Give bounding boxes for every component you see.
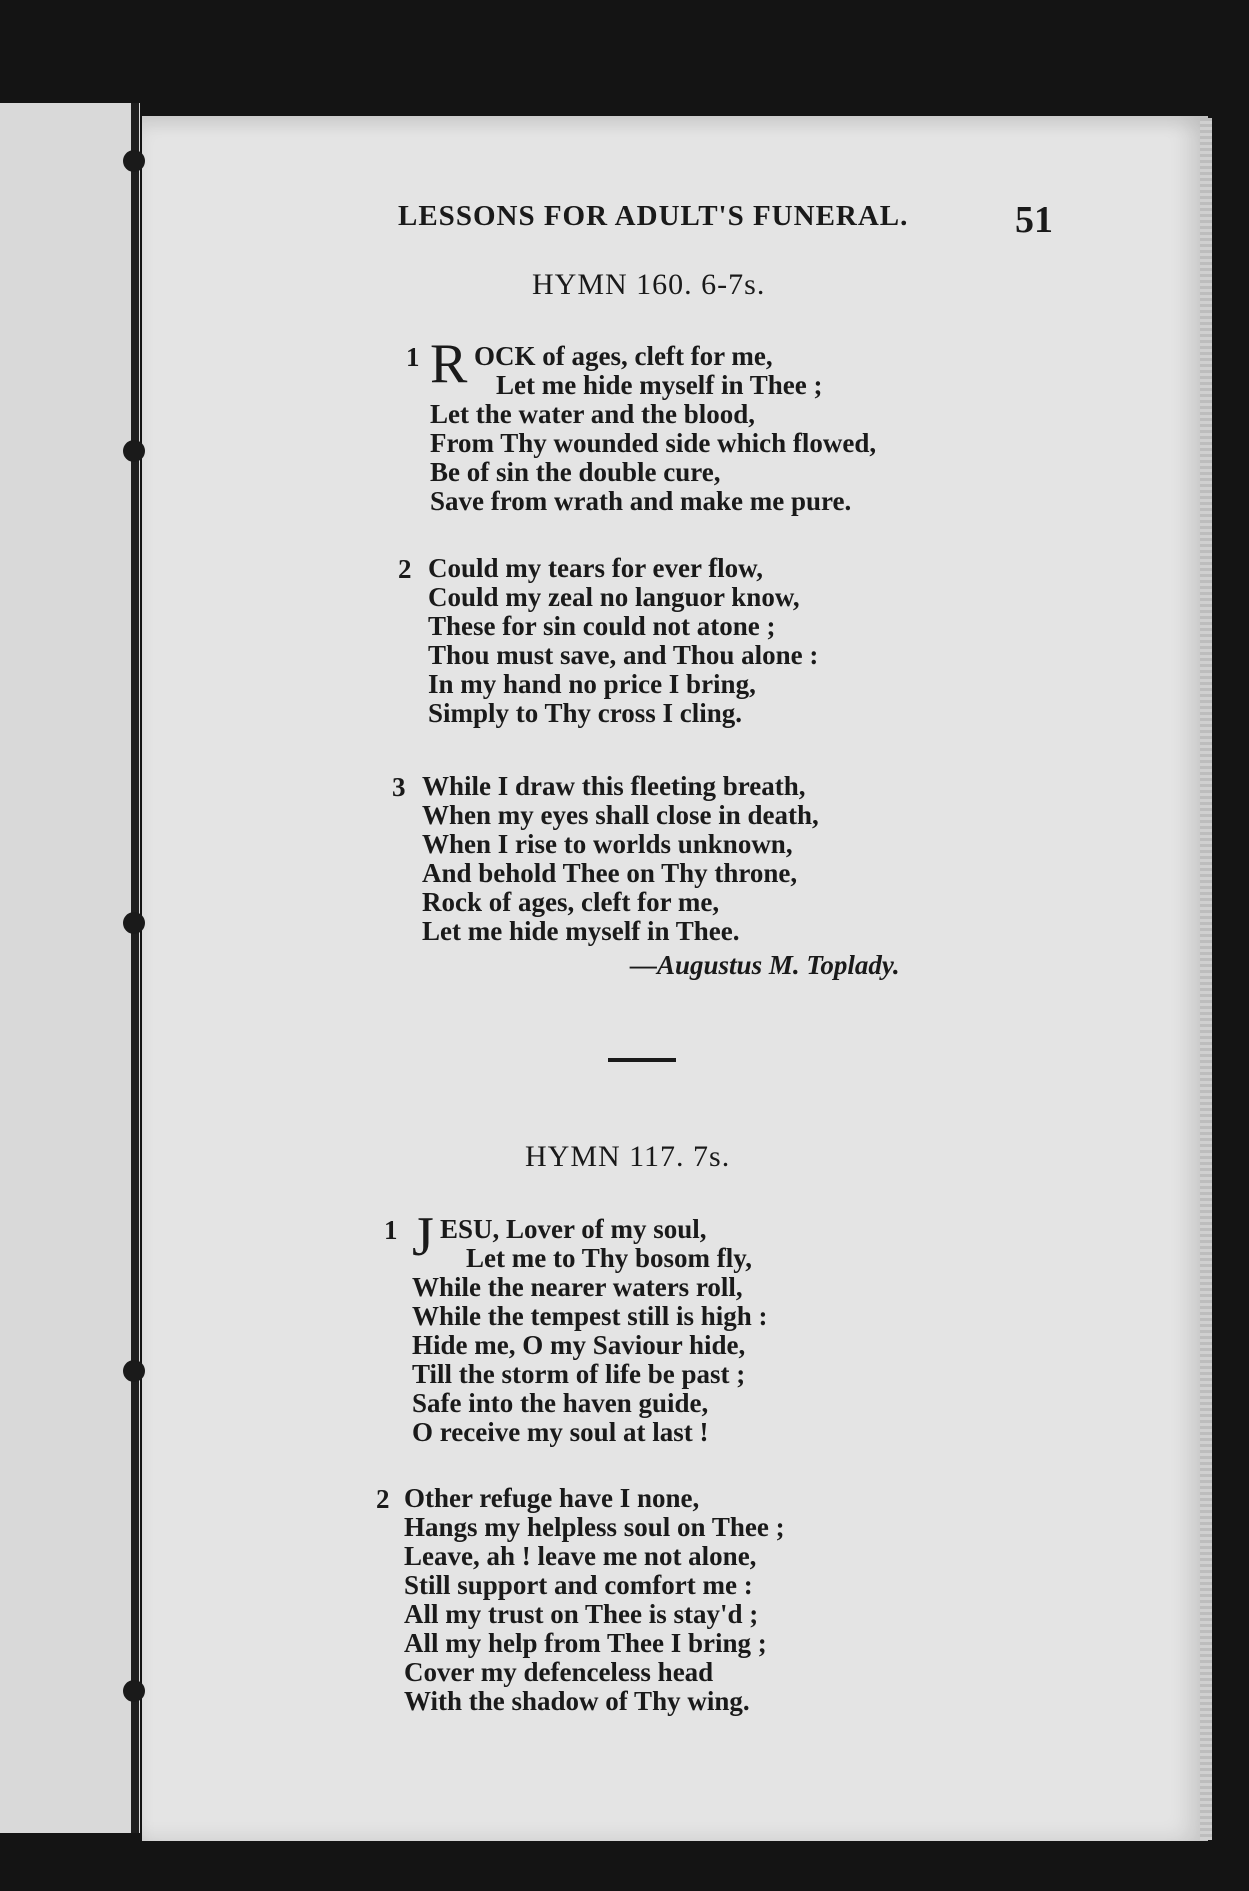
verse-line: Other refuge have I none, <box>404 1483 700 1513</box>
verse-line: Leave, ah ! leave me not alone, <box>404 1541 757 1571</box>
binding-stitch <box>123 150 145 172</box>
page-number: 51 <box>1015 199 1053 241</box>
verse-line: All my trust on Thee is stay'd ; <box>404 1599 759 1629</box>
binding-stitch <box>123 1680 145 1702</box>
verse-line: ESU, Lover of my soul, <box>440 1214 707 1244</box>
verse-line: When my eyes shall close in death, <box>422 800 819 830</box>
verse-line: Rock of ages, cleft for me, <box>422 887 720 917</box>
hymn-attribution: —Augustus M. Toplady. <box>630 950 900 980</box>
verse <box>392 771 819 946</box>
verse <box>384 1206 768 1447</box>
verse-line: While I draw this fleeting breath, <box>422 771 806 801</box>
verse-number: 3 <box>392 772 406 802</box>
verse-line: Hide me, O my Saviour hide, <box>412 1330 746 1360</box>
verse-line: In my hand no price I bring, <box>428 669 756 699</box>
verse-line: With the shadow of Thy wing. <box>404 1686 750 1716</box>
verse-line: While the tempest still is high : <box>412 1301 768 1331</box>
verse-line: Let me to Thy bosom fly, <box>466 1243 753 1273</box>
page-edge-stack <box>1200 118 1212 1840</box>
binding-stitch <box>123 912 145 934</box>
verse-line: Safe into the haven guide, <box>412 1388 709 1418</box>
verse-line: Till the storm of life be past ; <box>412 1359 746 1389</box>
verse <box>398 553 819 728</box>
running-header: LESSONS FOR ADULT'S FUNERAL. <box>398 200 909 232</box>
drop-cap: R <box>430 333 468 395</box>
verse <box>376 1483 785 1716</box>
verse-number: 2 <box>398 554 412 584</box>
verse-number: 1 <box>406 342 420 372</box>
verse-line: Could my zeal no languor know, <box>428 582 800 612</box>
verse-line: From Thy wounded side which flowed, <box>430 428 877 458</box>
book-spine <box>131 103 139 1833</box>
hymn-title: HYMN 160. 6-7s. <box>532 268 766 301</box>
verse-line: Save from wrath and make me pure. <box>430 486 852 516</box>
verse-line: Cover my defenceless head <box>404 1657 714 1687</box>
verse-line: Let me hide myself in Thee ; <box>496 370 823 400</box>
verse-line: Let me hide myself in Thee. <box>422 916 740 946</box>
verse-line: Still support and comfort me : <box>404 1570 753 1600</box>
verse-line: OCK of ages, cleft for me, <box>474 341 773 371</box>
verse-line: When I rise to worlds unknown, <box>422 829 793 859</box>
verse-number: 1 <box>384 1215 398 1245</box>
binding-stitch <box>123 440 145 462</box>
binding-stitch <box>123 1360 145 1382</box>
verse-line: While the nearer waters roll, <box>412 1272 743 1302</box>
verse-line: All my help from Thee I bring ; <box>404 1628 767 1658</box>
verse-number: 2 <box>376 1484 390 1514</box>
drop-cap: J <box>412 1206 434 1268</box>
facing-page-edge <box>0 103 140 1833</box>
verse-line: Be of sin the double cure, <box>430 457 721 487</box>
verse-line: And behold Thee on Thy throne, <box>422 858 798 888</box>
verse-line: O receive my soul at last ! <box>412 1417 709 1447</box>
verse-line: Hangs my helpless soul on Thee ; <box>404 1512 785 1542</box>
verse <box>406 333 877 516</box>
section-divider <box>608 1058 676 1062</box>
verse-line: Could my tears for ever flow, <box>428 553 763 583</box>
hymn-title: HYMN 117. 7s. <box>525 1140 731 1173</box>
verse-line: Simply to Thy cross I cling. <box>428 698 743 728</box>
verse-line: These for sin could not atone ; <box>428 611 776 641</box>
verse-line: Thou must save, and Thou alone : <box>428 640 819 670</box>
verse-line: Let the water and the blood, <box>430 399 756 429</box>
